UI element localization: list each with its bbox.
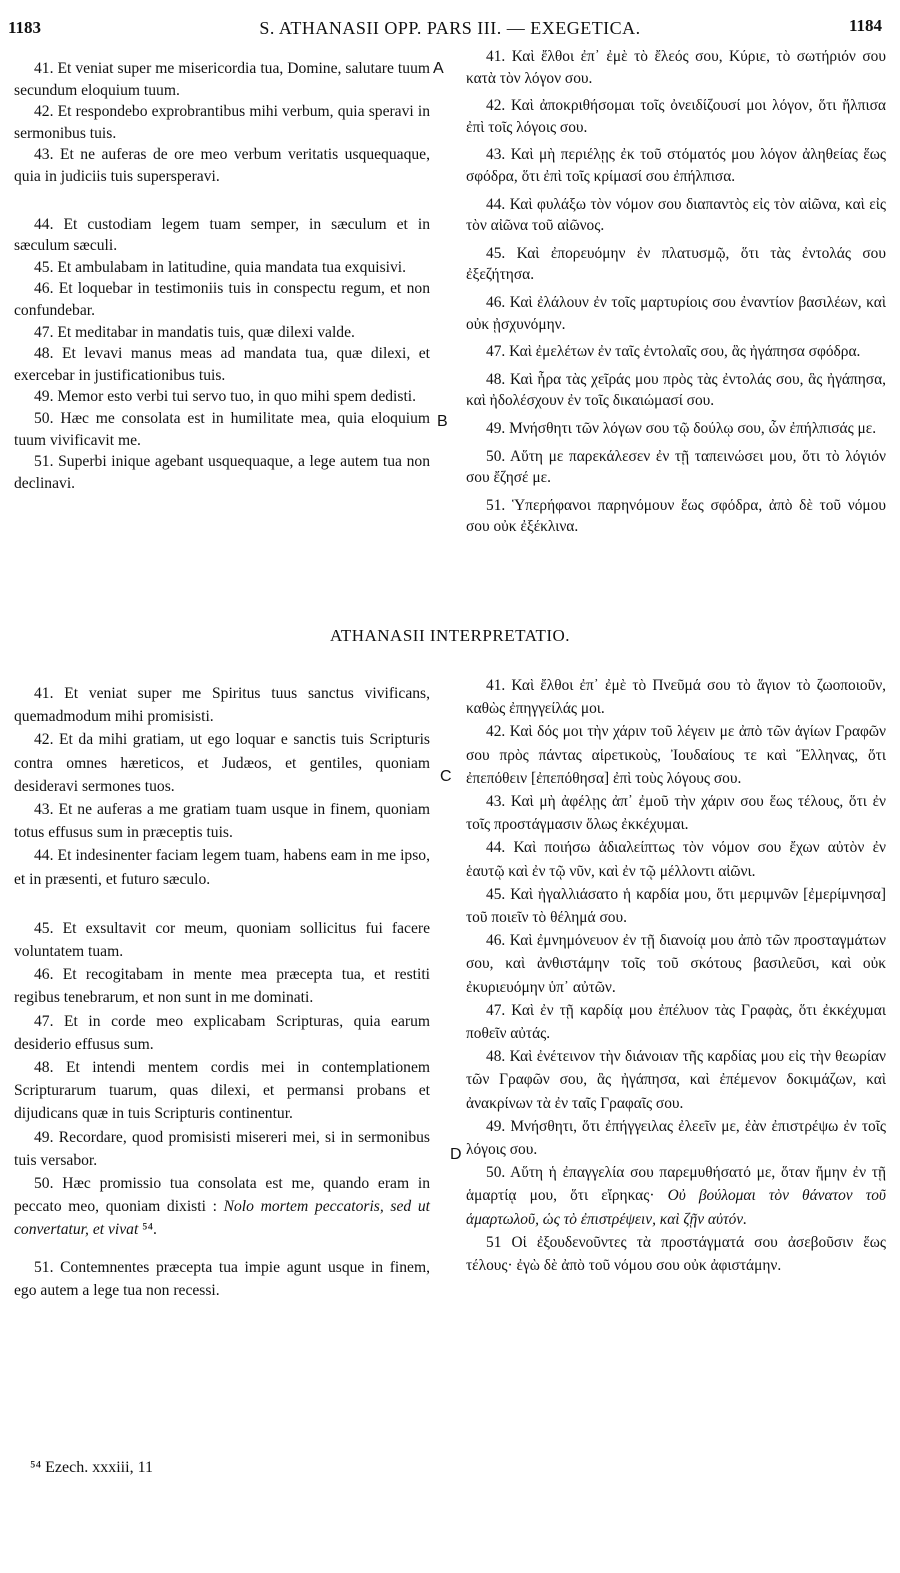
running-title: S. ATHANASII OPP. PARS III. — EXEGETICA. [259,18,641,38]
verse-46-greek: 46. Καὶ ἐλάλουν ἐν τοῖς μαρτυρίοις σου ἐναντίον βασιλέων, καὶ οὐκ ᾐσχυνόμην. [466,293,886,333]
interp-43-greek: 43. Καὶ μὴ ἀφέλῃς ἀπ᾿ ἐμοῦ τὴν χάριν σου ἕως τέλους, ὅτι ἐν τοῖς προστάγμασιν ὅλως ἐκκέχυμαι. [466,793,886,834]
interp-50-greek [466,1161,886,1231]
verse-47-latin: 47. Et meditabar in mandatis tuis, quæ dilexi valde. [34,323,355,341]
page-number-right: 1184 [848,16,882,35]
verse-50-greek: 50. Αὕτη με παρεκάλεσεν ἐν τῇ ταπεινώσει μου, ὅτι τὸ λόγιόν σου ἔζησέ με. [466,447,886,487]
interp-47-latin: 47. Et in corde meo explicabam Scripturas, quia earum desiderio effusus sum. [14,1012,430,1053]
interp-51-latin: 51. Contemnentes præcepta tua impie agunt usque in finem, ego autem a lege tua non recessi. [14,1258,430,1299]
interp-51-greek: 51 Οἱ ἐξουδενοῦντες τὰ προστάγματά σου ἀσεβοῦσιν ἕως τέλους· ἐγὼ δὲ ἀπὸ τοῦ νόμου σου οὐκ ἀφιστάμην. [466,1233,886,1275]
interp-45-greek: 45. Καὶ ἠγαλλιάσατο ἡ καρδία μου, ὅτι μεριμνῶν [ἐμερίμνησα] τοῦ ποιεῖν τὸ θέλημά σου. [466,885,886,927]
interp-50-greek-text: 50. Αὕτη ἡ ἐπαγγελία σου παρεμυθήσατό με, ὅταν ἤμην ἐν τῇ ἁμαρτίᾳ μου, ὅτι εἴρηκας· [466,1164,886,1205]
margin-letter-c: C [440,768,452,785]
verse-42-latin: 42. Et respondebo exprobrantibus mihi verbum, quia speravi in sermonibus tuis. [14,103,430,142]
interp-48-greek: 48. Καὶ ἐνέτεινον τὴν διάνοιαν τῆς καρδίας μου εἰς τὴν θεωρίαν τῶν Γραφῶν σου, ἃς ἠγάπησα, καὶ ἐπέμενον δοκιμάζων, καὶ ἀνακρίνων τὰ ἐν ταῖς Γραφαῖς σου. [466,1048,886,1112]
verse-47-greek: 47. Καὶ ἐμελέτων ἐν ταῖς ἐντολαῖς σου, ἃς ἠγάπησα σφόδρα. [486,343,861,361]
footnote: ⁵⁴ Ezech. xxxiii, 11 [30,1459,153,1476]
verse-43-greek: 43. Καὶ μὴ περιέλῃς ἐκ τοῦ στόματός μου λόγον ἀληθείας ἕως σφόδρα, ὅτι ἐπὶ τοῖς κρίμασί σου ἐπήλπισα. [466,146,886,185]
verse-45-greek: 45. Καὶ ἐπορευόμην ἐν πλατυσμῷ, ὅτι τὰς ἐντολάς σου ἐξεζήτησα. [466,244,886,284]
verse-42-greek: 42. Καὶ ἀποκριθήσομαι τοῖς ὀνειδίζουσί μοι λόγον, ὅτι ἤλπισα ἐπὶ τοῖς λόγοις σου. [466,97,886,136]
interp-49-latin: 49. Recordare, quod promisisti misereri mei, si in sermonibus tuis versabor. [14,1128,430,1169]
psalm-latin-column [14,58,430,494]
page-number-left: 1183 [8,18,42,37]
interp-43-latin: 43. Et ne auferas a me gratiam tuam usque in finem, quoniam totus effusus sum in præceptis tuis. [14,801,430,842]
verse-48-latin: 48. Et levavi manus meas ad mandata tua, quæ dilexi, et exercebar in justificationibus tuis. [14,345,430,384]
interp-46-greek: 46. Καὶ ἐμνημόνευον ἐν τῇ διανοίᾳ μου ἀπὸ τῶν προσταγμάτων σου, καὶ ἀνθιστάμην τοῖς τοῦ σκότους βασιλεῦσι, καὶ οὐκ ἐκυριευόμην ὑπ᾿ αὐτῶν. [466,932,886,996]
verse-48-greek: 48. Καὶ ἦρα τὰς χεῖράς μου πρὸς τὰς ἐντολάς σου, ἃς ἠγάπησα, καὶ ἠδολέσχουν ἐν τοῖς δικαιώμασί σου. [466,370,886,410]
verse-49-latin: 49. Memor esto verbi tui servo tuo, in quo mihi spem dedisti. [34,388,417,406]
interp-44-greek: 44. Καὶ ποιήσω ἀδιαλείπτως τὸν νόμον σου ἔχων αὐτὸν ἐν ἑαυτῷ καὶ ἐν τῷ νῦν, καὶ ἐν τῷ μέλλοντι αἰῶνι. [466,839,886,880]
interpretatio-greek-column [466,674,886,1277]
psalm-greek-column [466,46,886,538]
verse-44-latin: 44. Et custodiam legem tuam semper, in sæculum et in sæculum sæculi. [14,215,430,255]
verse-46-latin: 46. Et loquebar in testimoniis tuis in conspectu regum, et non confundebar. [14,280,430,319]
margin-letter-a: A [433,60,444,77]
interpretatio-latin-column [14,682,430,1302]
interp-44-latin: 44. Et indesinenter faciam legem tuam, habens eam in me ipso, et in præsenti, et futuro sæculo. [14,847,430,888]
interp-41-greek: 41. Καὶ ἔλθοι ἐπ᾿ ἐμὲ τὸ Πνεῦμά σου τὸ ἅγιον τὸ ζωοποιοῦν, καθὼς ἐπηγγείλάς μοι. [466,677,886,718]
margin-letter-b: B [437,413,448,430]
interp-42-greek: 42. Καὶ δός μοι τὴν χάριν τοῦ λέγειν με ἀπὸ τῶν ἁγίων Γραφῶν σου πρὸς πάντας αἱρετικοὺς, Ἰουδαίους τε καὶ Ἕλληνας, ὅτι ἐπεπόθειν [ἐπεπόθησα] ἐπὶ τοὺς λόγους σου. [466,723,886,787]
interp-50-latin-text: 50. Hæc promissio tua consolata est me, quando eram in peccato meo, quoniam dixisti : [14,1175,430,1216]
verse-41-greek: 41. Καὶ ἔλθοι ἐπ᾿ ἐμὲ τὸ ἔλεός σου, Κύριε, τὸ σωτήριόν σου κατὰ τὸν λόγον σου. [466,48,886,87]
interp-50-latin [14,1172,430,1242]
section-title: ATHANASII INTERPRETATIO. [329,626,571,645]
interp-42-latin: 42. Et da mihi gratiam, ut ego loquar e sanctis tuis Scripturis contra omnes hæreticos, et Judæos, et gentiles, quoniam desideravi sermones tuos. [14,731,430,795]
verse-45-latin: 45. Et ambulabam in latitudine, quia mandata tua exquisivi. [34,258,406,276]
running-header [0,18,900,44]
margin-letter-d: D [450,1146,462,1163]
verse-51-latin: 51. Superbi inique agebant usquequaque, a lege autem tua non declinavi. [14,453,430,492]
interp-49-greek: 49. Μνήσθητι, ὅτι ἐπήγγειλας ἐλεεῖν με, ἐὰν ἐπιστρέψω ἐν τοῖς λόγοις σου. [466,1117,886,1159]
interp-50-greek-quote: Οὐ βούλομαι τὸν θάνατον τοῦ ἁμαρτωλοῦ, ὡς τὸ ἐπιστρέψειν, καὶ ζῇν αὐτόν. [466,1187,886,1228]
verse-51-greek: 51. Ὑπερήφανοι παρηνόμουν ἕως σφόδρα, ἀπὸ δὲ τοῦ νόμου σου οὐκ ἐξέκλινα. [466,496,886,536]
interp-46-latin: 46. Et recogitabam in mente mea præcepta tua, et restiti regibus tenebrarum, et non sunt in me dominati. [14,966,430,1007]
footnote-ref: ⁵⁴. [138,1221,157,1239]
interp-47-greek: 47. Καὶ ἐν τῇ καρδίᾳ μου ἐπέλυον τὰς Γραφὰς, ὅτι ἐκκέχυμαι ποθεῖν αὐτάς. [466,1001,886,1043]
verse-44-greek: 44. Καὶ φυλάξω τὸν νόμον σου διαπαντὸς εἰς τὸν αἰῶνα, καὶ εἰς τὸν αἰῶνα τοῦ αἰῶνος. [466,195,886,235]
interp-41-latin: 41. Et veniat super me Spiritus tuus sanctus vivificans, quemadmodum mihi promisisti. [14,685,430,726]
interp-45-latin: 45. Et exsultavit cor meum, quoniam sollicitus fui facere voluntatem tuam. [14,919,430,961]
verse-50-latin: 50. Hæc me consolata est in humilitate mea, quia eloquium tuum vivificavit me. [14,409,430,449]
interp-50-latin-quote: Nolo mortem peccatoris, sed ut convertatur, et vivat [14,1198,430,1239]
interp-48-latin: 48. Et intendi mentem cordis mei in contemplationem Scripturarum tuarum, quas dilexi, et permansi probans et dijudicans quæ in tuis Scripturis continentur. [14,1059,430,1123]
verse-41-latin: 41. Et veniat super me misericordia tua, Domine, salutare tuum secundum eloquium tuum. [14,60,430,99]
verse-49-greek: 49. Μνήσθητι τῶν λόγων σου τῷ δούλῳ σου, ὧν ἐπήλπισάς με. [486,419,877,437]
verse-43-latin: 43. Et ne auferas de ore meo verbum veritatis usquequaque, quia in judiciis tuis supersperavi. [14,146,430,185]
